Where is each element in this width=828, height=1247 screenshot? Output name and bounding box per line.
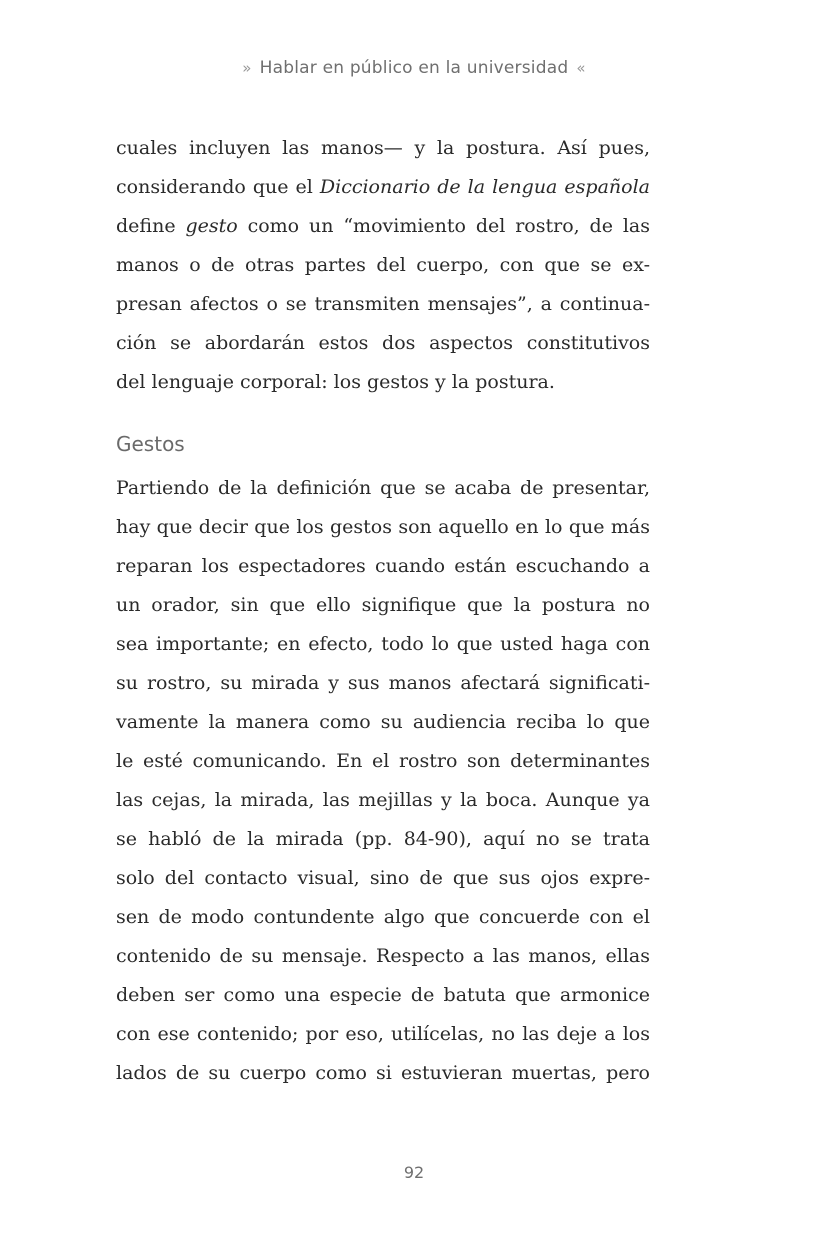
running-header xyxy=(0,58,828,78)
paragraph-2 xyxy=(116,469,650,1093)
paragraph-line xyxy=(116,168,650,207)
paragraph-line: cuales incluyen las manos— y la postura. Así pues, xyxy=(116,137,650,159)
text-run: como un “movimiento del rostro, de las xyxy=(237,215,650,237)
paragraph-line: su rostro, su mirada y sus manos afectará significati- xyxy=(116,672,650,694)
paragraph-line: solo del contacto visual, sino de que sus ojos expre- xyxy=(116,867,650,889)
term-italic: gesto xyxy=(185,215,238,237)
paragraph-line: se habló de la mirada (pp. 84-90), aquí no se trata xyxy=(116,828,650,850)
text-run: considerando que el xyxy=(116,176,320,198)
paragraph-line: le esté comunicando. En el rostro son determinantes xyxy=(116,750,650,772)
paragraph-line: reparan los espectadores cuando están escuchando a xyxy=(116,555,650,577)
paragraph-line: del lenguaje corporal: los gestos y la postura. xyxy=(116,371,555,393)
paragraph-line: Partiendo de la definición que se acaba de presentar, xyxy=(116,477,650,499)
paragraph-line: sea importante; en efecto, todo lo que usted haga con xyxy=(116,633,650,655)
paragraph-line: manos o de otras partes del cuerpo, con que se ex- xyxy=(116,254,650,276)
close-guillemet: « xyxy=(576,59,586,77)
paragraph-line: contenido de su mensaje. Respecto a las manos, ellas xyxy=(116,945,650,967)
paragraph-line: las cejas, la mirada, las mejillas y la boca. Aunque ya xyxy=(116,789,650,811)
paragraph-line: ción se abordarán estos dos aspectos constitutivos xyxy=(116,332,650,354)
page-number: 92 xyxy=(403,1163,425,1182)
paragraph-line: vamente la manera como su audiencia reciba lo que xyxy=(116,711,650,733)
paragraph-line: con ese contenido; por eso, utilícelas, no las deje a los xyxy=(116,1023,650,1045)
paragraph-line: presan afectos o se transmiten mensajes”, a continua- xyxy=(116,293,650,315)
running-header-title: Hablar en público en la universidad xyxy=(259,58,569,78)
book-title-italic: Diccionario de la lengua española xyxy=(319,176,650,198)
open-guillemet: » xyxy=(242,59,252,77)
paragraph-line xyxy=(116,207,650,246)
paragraph-line: sen de modo contundente algo que concuerde con el xyxy=(116,906,650,928)
paragraph-line: lados de su cuerpo como si estuvieran muertas, pero xyxy=(116,1062,650,1084)
paragraph-1 xyxy=(116,129,650,402)
paragraph-line: hay que decir que los gestos son aquello en lo que más xyxy=(116,516,650,538)
section-heading: Gestos xyxy=(116,432,185,456)
text-run: define xyxy=(116,215,186,237)
paragraph-line: deben ser como una especie de batuta que armonice xyxy=(116,984,650,1006)
paragraph-line: un orador, sin que ello signifique que la postura no xyxy=(116,594,650,616)
